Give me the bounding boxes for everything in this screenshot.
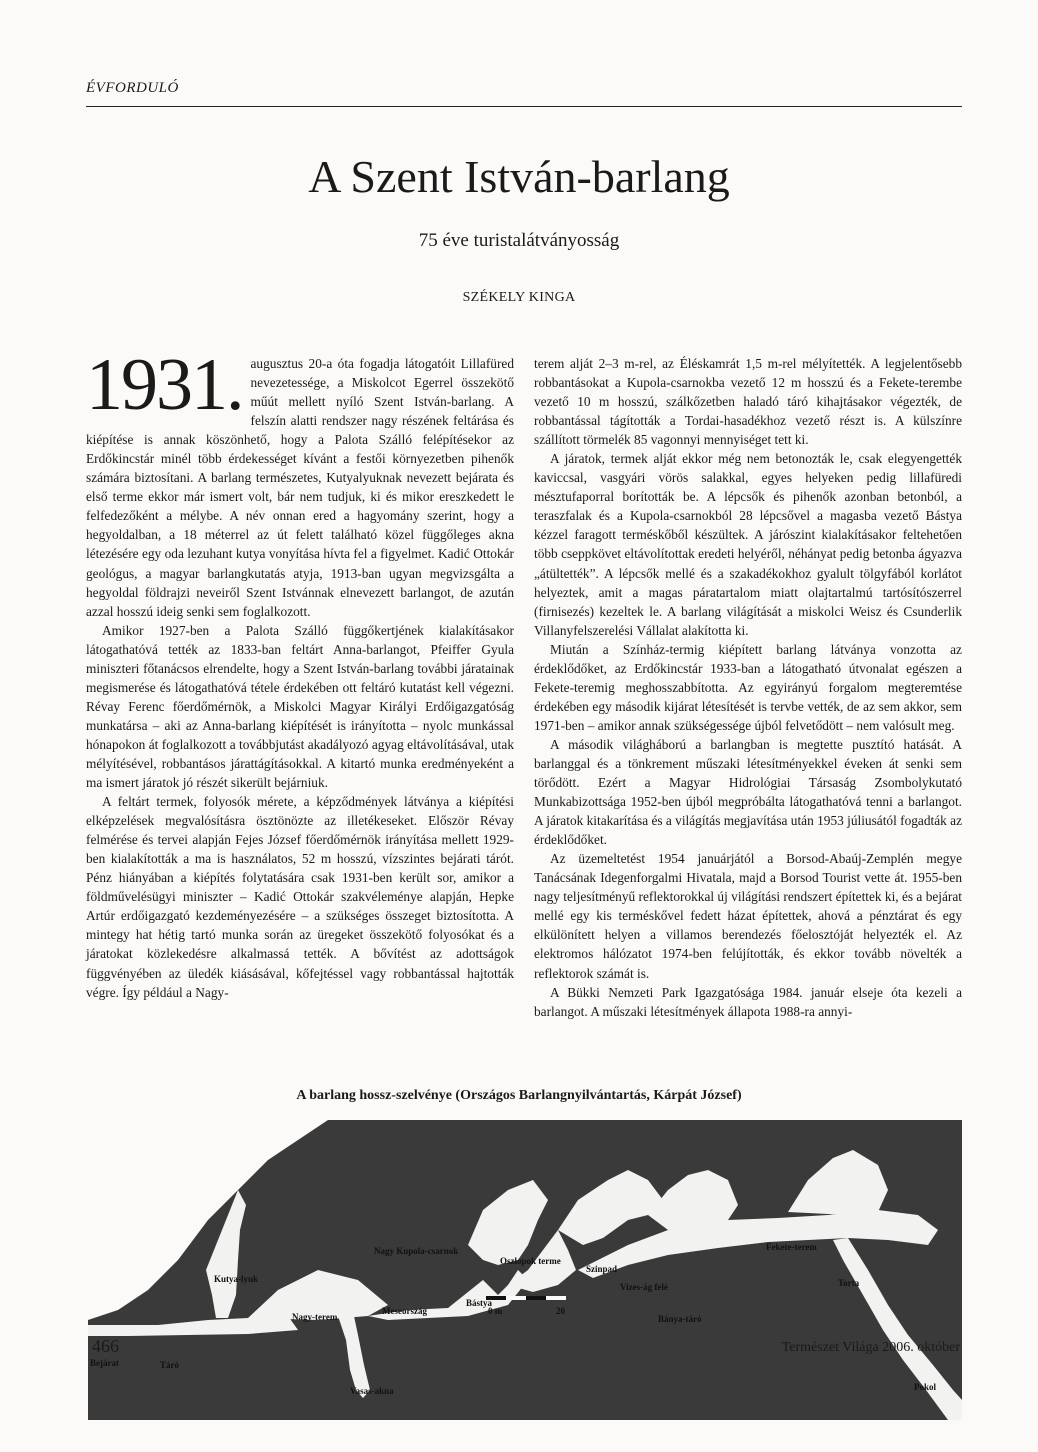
- cave-profile-figure: [88, 1120, 962, 1420]
- label-fekete-terem: Fekete-terem: [766, 1242, 817, 1252]
- label-banya-taro: Bánya-táró: [658, 1314, 702, 1324]
- label-torta: Torta: [838, 1278, 860, 1288]
- label-pokol: Pokol: [914, 1382, 937, 1392]
- paragraph: Amikor 1927-ben a Palota Szálló függőkertjének kialakításakor látogathatóvá tették az 1833-ban feltárt Anna-barlangot, Pfeiffer Gyula miniszteri főtanácsos elrendelte, hogy a Szent István-barlang további járatainak megismerése és látogathatóvá tétele érdekében ott feltáró kutatást kell végezni. Révay Ferenc főerdőmérnök, a Miskolci Magyar Királyi Erdőigazgatóság munkatársa – aki az Anna-barlang kiépítését is irányította – nyolc munkással hónapokon át foglalkozott a továbbjutást akadályozó agyag eltávolításával, utak mélyítésével, robbantásos járattágításokkal. A kitartó munka eredményeként a ma ismert járatok jó részét sikerült bejárniuk.: [86, 622, 514, 791]
- page-number: 466: [92, 1336, 119, 1356]
- label-vizes-ag: Vizes-ág felé: [620, 1282, 668, 1292]
- cave-profile-svg: [88, 1120, 962, 1420]
- paragraph: Az üzemeltetést 1954 januárjától a Borsod-Abaúj-Zemplén megye Tanácsának Idegenforgalmi Hivatala, majd a Borsod Tourist vette át. 1955-ben nagy teljesítményű reflektorokkal új világítási rendszert építettek ki, és a bejárat mellé egy kis terméskővel fedett házat építettek, ahová a pénztárat és egy elkülönített helyen a villamos berendezés főelosztóját helyezték el. Az elektromos hálózatot 1974-ben felújították, és ekkor tovább növelték a reflektorok számát is.: [534, 851, 962, 981]
- section-label: ÉVFORDULÓ: [86, 80, 179, 96]
- paragraph: A Bükki Nemzeti Park Igazgatósága 1984. január elseje óta kezeli a barlangot. A műszaki létesítmények állapota 1988-ra annyi-: [534, 984, 962, 1019]
- paragraph: Miután a Színház-termig kiépített barlang látványa vonzotta az érdeklődőket, az Erdőkincstár 1933-ban a látogatható útvonalat egészen a Fekete-teremig meghosszabbította. Az egyirányú forgalom megteremtése érdekében egy második kijárat létesítését is tervbe vették, de az sem akkor, sem 1971-ben – amikor annak szükségessége újból felvetődött – nem valósult meg.: [534, 641, 962, 733]
- paragraph: terem alját 2–3 m-rel, az Éléskamrát 1,5 m-rel mélyítették. A legjelentősebb robbantásokat a Kupola-csarnokba vezető 12 m hosszú és a Fekete-terembe vezető 10 m hosszú, szálkőzetben haladó táró kihajtásakor végezték, de robbantással tágították a Tordai-hasadékhoz vezető részt is. A külszínre szállított törmelék 85 vagonnyi mennyiséget tett ki.: [534, 356, 962, 448]
- label-nagy-terem: Nagy-terem: [292, 1312, 338, 1322]
- label-kutya-lyuk: Kutya-lyuk: [214, 1274, 259, 1284]
- label-oszlopok-terme: Oszlopok terme: [500, 1256, 561, 1266]
- article-subtitle: 75 éve turistalátványosság: [418, 230, 620, 251]
- paragraph: A járatok, termek alját ekkor még nem betonozták le, csak elegyengették kaviccsal, vasgyári vörös salakkal, egyes helyeken pedig lillafüredi mésztufaporral borították be. A lépcsők és pihenők azonban betonból, a teraszfalak és a Kupola-csarnokból 28 lépcsővel a magasba vezető Bástya kézzel faragott terméskőből készültek. A járószint kialakításakor feltehetően több cseppkövet eltávolítottak eredeti helyéről, néhányat pedig betonba ágyazva „átültették”. A lépcsők mellé és a szakadékokhoz gyalult tölgyfából korlátot helyeztek, amit a magas páratartalom miatt olajtartalmú tartósítószerrel (firnisezés) kezeltek le. A barlang világítását a miskolci Weisz és Csunderlik Villanyfelszerelési Vállalat alakította ki.: [534, 451, 962, 638]
- paragraph: [86, 344, 514, 621]
- label-taro: Táró: [160, 1360, 179, 1370]
- label-szinpad: Szinpad: [586, 1264, 618, 1274]
- label-nagy-kupola: Nagy Kupola-csarnok: [374, 1246, 459, 1256]
- right-column: [534, 354, 962, 1021]
- drop-cap-year: 1931.: [86, 344, 243, 426]
- scale-bar: [486, 1296, 566, 1300]
- article-title: A Szent István-barlang: [308, 151, 730, 202]
- figure-caption: A barlang hossz-szelvénye (Országos Barlangnyilvántartás, Kárpát József): [296, 1088, 742, 1103]
- left-column: [86, 344, 514, 1002]
- label-bejarat: Bejárat: [90, 1358, 119, 1368]
- paragraph-text: augusztus 20-a óta fogadja látogatóit Lillafüred nevezetessége, a Miskolcot Egerrel összekötő műút mellett nyíló Szent István-barlang. A felszín alatti rendszer nagy részének feltárása és kiépítése is annak köszönhető, hogy a Palota Szálló felépítésekor az Erdőkincstár minél több érdekességet kívánt a festői környezetben pihenők számára biztosítani. A barlang természetes, Kutyalyuknak nevezett bejárata és első terme ekkor már ismert volt, bár nem tudjuk, ki és mikor ereszkedett le felfedezőként a mélybe. A név onnan ered a hagyomány szerint, hogy a hegyoldalban, a 18 méterrel az út felett található közel függőleges akna létezésére egy oda lezuhant kutya vonyítása hívta fel a figyelmet. Kadić Ottokár geológus, a magyar barlangkutatás atyja, 1913-ban ugyan megvizsgálta a hegyoldal földrajzi neveiről Szent Istvánnak elnevezett barlangot, de azután azzal hosszú ideig senki sem foglalkozott.: [86, 356, 514, 619]
- label-vasas-akna: Vasas-akna: [350, 1386, 394, 1396]
- scale-start-label: 0 m: [488, 1306, 503, 1316]
- scale-end-label: 20: [556, 1306, 565, 1316]
- paragraph: A feltárt termek, folyosók mérete, a képződmények látványa a kiépítési elképzelések megvalósításra ösztönözte az illetékeseket. Először Révay felmérése és tervei alapján Fejes József főerdőmérnök irányítása mellett 1929-ben kialakították a ma is használatos, 52 m hosszú, vízszintes bejárati tárót. Pénz hiányában a kiépítés folytatására csak 1931-ben került sor, amikor a földművelésügyi miniszter – Kadić Ottokár szakvéleménye alapján, Hepke Artúr erdőigazgató kezdeményezésére – a szükséges összeget biztosította. A mintegy hat hétig tartó munka során az üregeket összekötő folyosókat és a járatokat közlekedésre alkalmassá tették. A bővítést az adottságok függvényében az üledék kiásásával, kőfejtéssel vagy robbantással hajtották végre. Így például a Nagy-: [86, 794, 514, 1000]
- article-author: SZÉKELY KINGA: [462, 290, 576, 305]
- paragraph: A második világháború a barlangban is megtette pusztító hatását. A barlanggal és a tönkrement műszaki létesítményekkel éveken át senki sem törődött. Ezért a Magyar Hidrológiai Társaság Zsombolykutató Munkabizottsága 1952-ben újból megpróbálta látogathatóvá tenni a barlangot. A járatok kitakarítása és a világítás megjavítása után 1953 júliusától fogadták az érdeklődőket.: [534, 736, 962, 848]
- header-rule: [86, 106, 962, 107]
- label-bastya: Bástya: [466, 1298, 493, 1308]
- journal-citation: Természet Világa 2006. október: [781, 1340, 960, 1355]
- label-meseorszag: Meseország: [382, 1306, 427, 1316]
